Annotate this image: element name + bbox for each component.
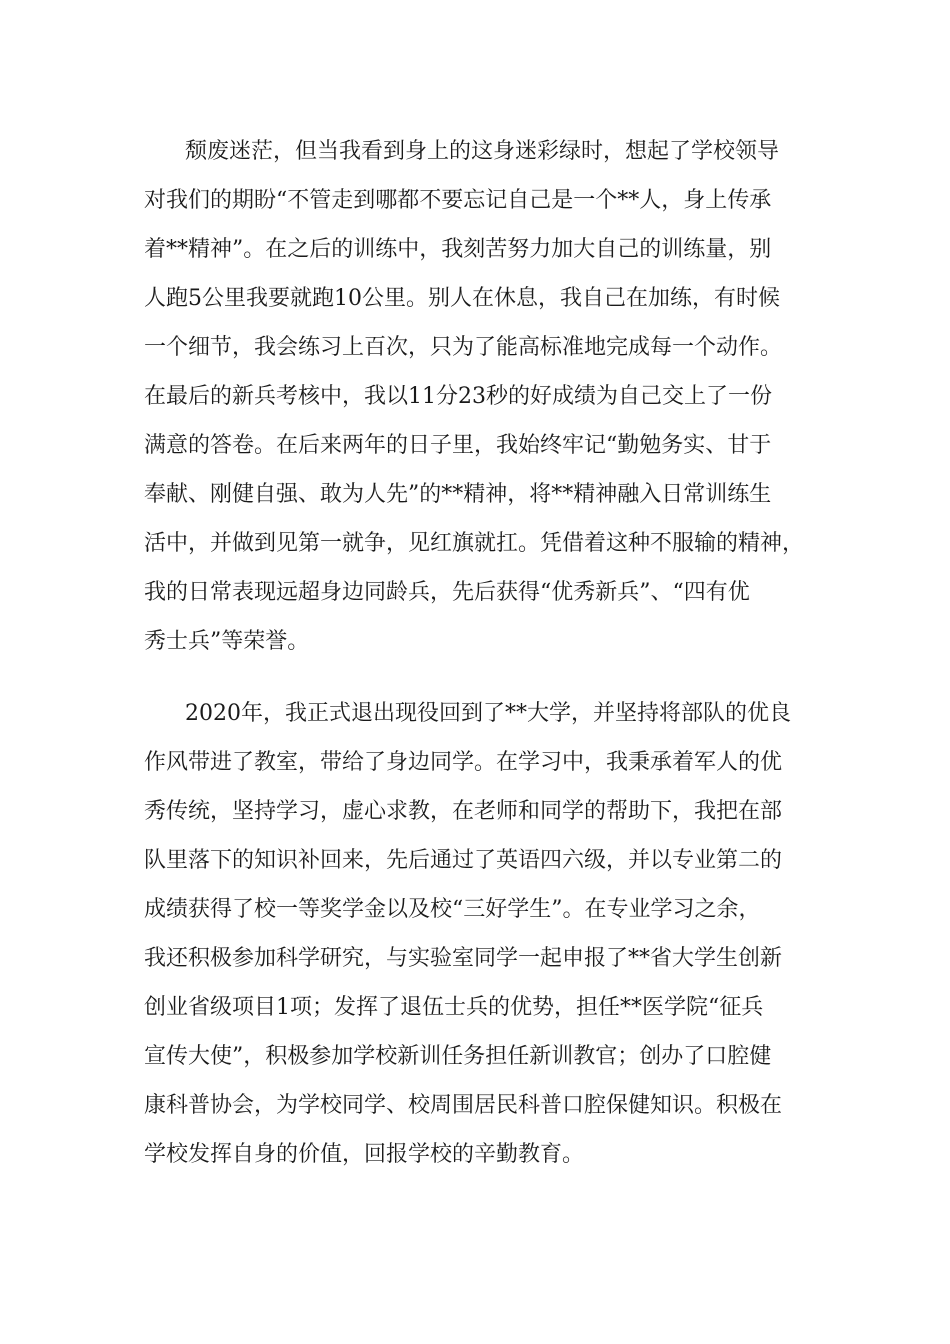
paragraph-line: 秀传统，坚持学习，虚心求教，在老师和同学的帮助下，我把在部	[144, 799, 783, 824]
paragraph-line: 人跑5公里我要就跑10公里。别人在休息，我自己在加练，有时候	[144, 286, 780, 311]
paragraph-line: 活中，并做到见第一就争，见红旗就扛。凭借着这种不服输的精神，	[144, 531, 805, 556]
paragraph-line: 颓废迷茫，但当我看到身上的这身迷彩绿时，想起了学校领导	[185, 139, 780, 164]
paragraph-line: 一个细节，我会练习上百次，只为了能高标准地完成每一个动作。	[144, 335, 783, 360]
paragraph-line: 我还积极参加科学研究，与实验室同学一起申报了**省大学生创新	[144, 946, 783, 971]
paragraph-line: 作风带进了教室，带给了身边同学。在学习中，我秉承着军人的优	[144, 750, 783, 775]
paragraph-line: 康科普协会，为学校同学、校周围居民科普口腔保健知识。积极在	[144, 1093, 783, 1118]
paragraph-line: 满意的答卷。在后来两年的日子里，我始终牢记“勤勉务实、甘于	[144, 433, 772, 458]
paragraph-line: 队里落下的知识补回来，先后通过了英语四六级，并以专业第二的	[144, 848, 783, 873]
paragraph-line: 对我们的期盼“不管走到哪都不要忘记自己是一个**人，身上传承	[144, 188, 772, 213]
paragraph-line: 2020年，我正式退出现役回到了**大学，并坚持将部队的优良	[185, 701, 791, 726]
paragraph-line: 宣传大使”，积极参加学校新训任务担任新训教官；创办了口腔健	[144, 1044, 772, 1069]
paragraph-line: 秀士兵”等荣誉。	[144, 629, 310, 654]
paragraph-line: 创业省级项目1项；发挥了退伍士兵的优势，担任**医学院“征兵	[144, 995, 764, 1020]
paragraph-line	[0, 1177, 950, 1231]
paragraph-line: 成绩获得了校一等奖学金以及校“三好学生”。在专业学习之余，	[144, 897, 761, 922]
paragraph-line: 学校发挥自身的价值，回报学校的辛勤教育。	[144, 1142, 585, 1167]
paragraph-line: 我的日常表现远超身边同龄兵，先后获得“优秀新兵”、“四有优	[144, 580, 750, 605]
paragraph-line: 在最后的新兵考核中，我以11分23秒的好成绩为自己交上了一份	[144, 384, 772, 409]
paragraph-line: 着**精神”。在之后的训练中，我刻苦努力加大自己的训练量，别	[144, 237, 772, 262]
paragraph-line: 奉献、刚健自强、敢为人先”的**精神，将**精神融入日常训练生	[144, 482, 772, 507]
